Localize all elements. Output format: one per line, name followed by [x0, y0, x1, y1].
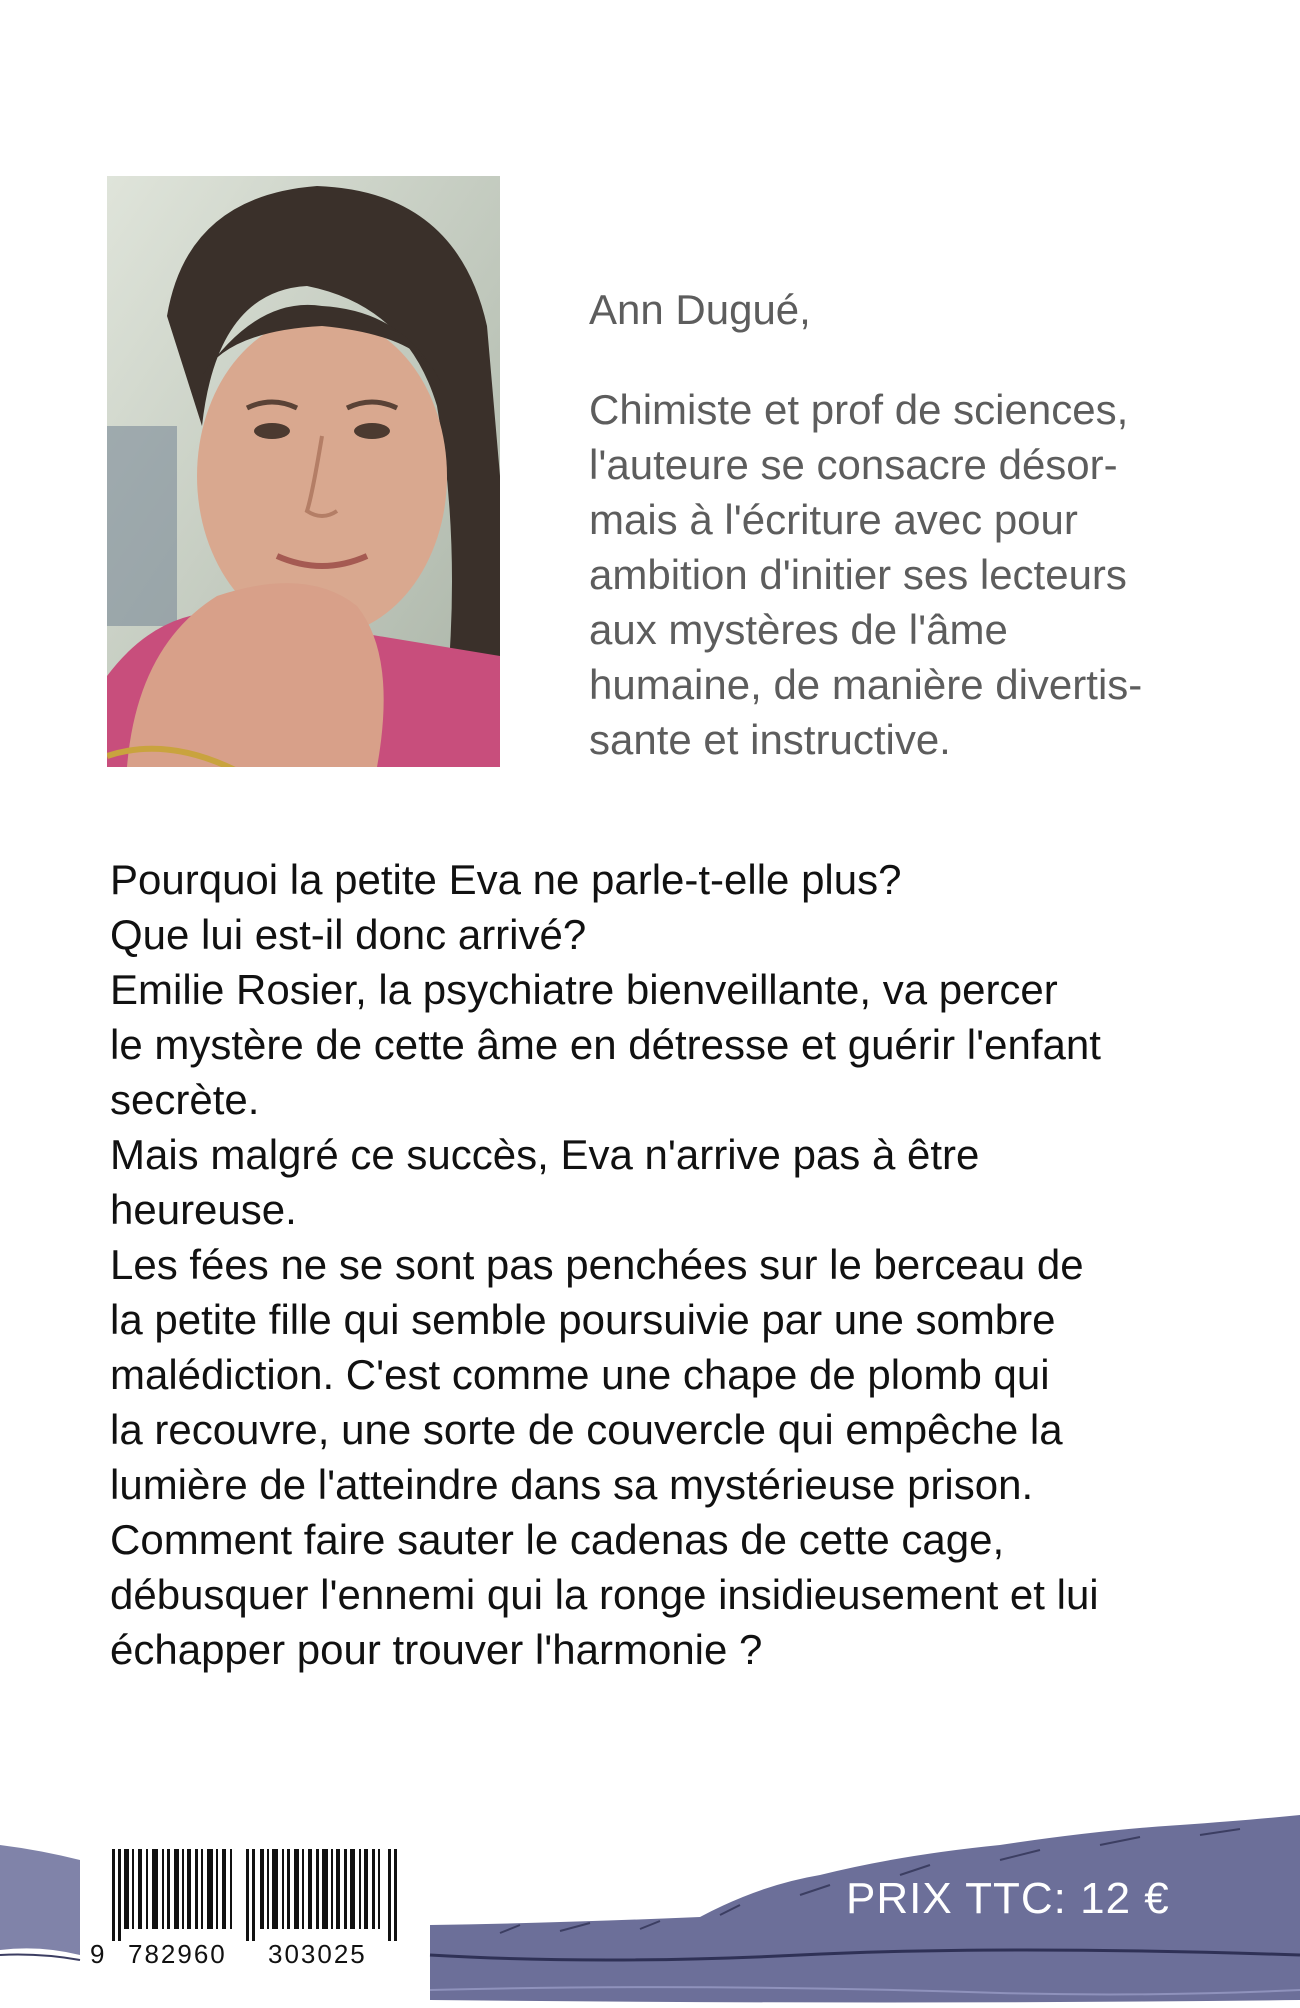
- synopsis-line: secrète.: [110, 1076, 260, 1123]
- synopsis-line: débusquer l'ennemi qui la ronge insidieusement et lui: [110, 1571, 1099, 1618]
- synopsis-line: lumière de l'atteindre dans sa mystérieuse prison.: [110, 1461, 1034, 1508]
- synopsis-line: Emilie Rosier, la psychiatre bienveillante, va percer: [110, 966, 1058, 1013]
- bio-text: [589, 382, 1229, 767]
- synopsis-line: Que lui est-il donc arrivé?: [110, 911, 587, 958]
- barcode-right-digits: 303025: [268, 1939, 367, 1969]
- bio-line: mais à l'écriture avec pour: [589, 496, 1078, 543]
- bio-line: l'auteure se consacre désor-: [589, 441, 1118, 488]
- synopsis-line: Les fées ne se sont pas penchées sur le berceau de: [110, 1241, 1084, 1288]
- synopsis-line: la recouvre, une sorte de couvercle qui empêche la: [110, 1406, 1063, 1453]
- synopsis-line: heureuse.: [110, 1186, 297, 1233]
- bio-line: ambition d'initier ses lecteurs: [589, 551, 1127, 598]
- barcode-icon: [112, 1849, 402, 1941]
- bio-line: aux mystères de l'âme: [589, 606, 1008, 653]
- synopsis-line: Pourquoi la petite Eva ne parle-t-elle plus?: [110, 856, 902, 903]
- synopsis: [110, 852, 1230, 1677]
- author-photo: [107, 176, 500, 767]
- synopsis-line: Comment faire sauter le cadenas de cette cage,: [110, 1516, 1005, 1563]
- barcode-left-digits: 782960: [128, 1939, 227, 1969]
- synopsis-line: malédiction. C'est comme une chape de plomb qui: [110, 1351, 1050, 1398]
- bio-line: Chimiste et prof de sciences,: [589, 386, 1129, 433]
- synopsis-line: échapper pour trouver l'harmonie ?: [110, 1626, 763, 1673]
- synopsis-line: Mais malgré ce succès, Eva n'arrive pas à être: [110, 1131, 980, 1178]
- bio-line: humaine, de manière divertis-: [589, 661, 1143, 708]
- author-bio: [589, 282, 1229, 767]
- author-portrait-icon: [107, 176, 500, 767]
- barcode: [90, 1843, 405, 1969]
- synopsis-line: le mystère de cette âme en détresse et guérir l'enfant: [110, 1021, 1101, 1068]
- synopsis-line: la petite fille qui semble poursuivie par une sombre: [110, 1296, 1056, 1343]
- price-label: PRIX TTC: 12 €: [846, 1874, 1170, 1923]
- bio-line: sante et instructive.: [589, 716, 951, 763]
- author-name: Ann Dugué,: [589, 286, 811, 333]
- barcode-first-digit: 9: [90, 1939, 105, 1969]
